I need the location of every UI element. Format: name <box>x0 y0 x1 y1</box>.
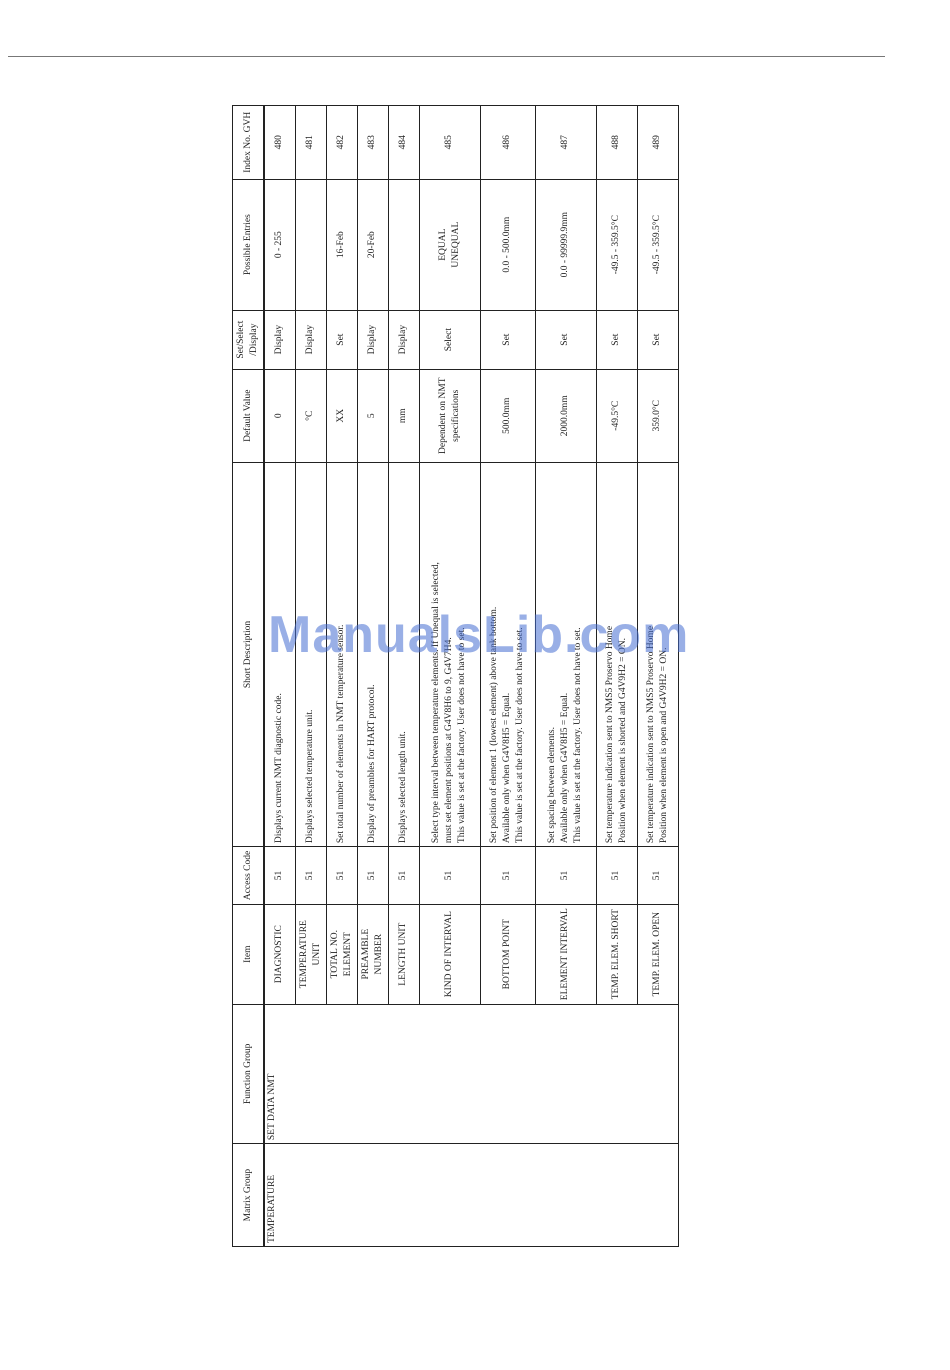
description-line: Display of preambles for HART protocol. <box>367 684 378 844</box>
default-value-cell: 359.0°C <box>637 369 678 462</box>
set-select-display-cell: Set <box>637 310 678 369</box>
description-line: Set total number of elements in NMT temperature sensor. <box>336 624 347 844</box>
description-line: Set spacing between elements. <box>547 727 558 844</box>
set-select-display-cell: Set <box>596 310 637 369</box>
description-cell <box>326 462 357 846</box>
access-code-cell: 51 <box>357 847 388 905</box>
description-line: This value is set at the factory. User does not have to set. <box>456 627 467 844</box>
description-line: Displays current NMT diagnostic code. <box>274 693 285 844</box>
header-set-select-display: Set/Select /Display <box>233 310 265 369</box>
set-select-display-cell: Set <box>326 310 357 369</box>
index-no-cell: 480 <box>264 106 295 180</box>
item-cell: KIND OF INTERVAL <box>419 904 480 1004</box>
default-value-cell: Dependent on NMT specifications <box>419 369 480 462</box>
index-no-cell: 481 <box>295 106 326 180</box>
default-value-cell: 5 <box>357 369 388 462</box>
set-select-display-cell: Display <box>357 310 388 369</box>
set-select-display-cell: Set <box>480 310 535 369</box>
watermark-logo: ManualsLib.com <box>268 606 690 664</box>
header-access-code: Access Code <box>233 847 265 905</box>
table-body <box>264 106 678 1247</box>
default-value-cell: XX <box>326 369 357 462</box>
header-function-group: Function Group <box>233 1004 265 1144</box>
possible-entries-cell <box>264 179 295 310</box>
set-select-display-cell: Set <box>535 310 596 369</box>
rotated-table-area <box>232 105 678 1247</box>
default-value-cell: 500.0mm <box>480 369 535 462</box>
access-code-cell: 51 <box>535 847 596 905</box>
header-default-value: Default Value <box>233 369 265 462</box>
description-cell <box>637 462 678 846</box>
access-code-cell: 51 <box>637 847 678 905</box>
index-no-cell: 484 <box>388 106 419 180</box>
default-value-cell: 2000.0mm <box>535 369 596 462</box>
description-line: Available only when G4V8H5 = Equal. <box>502 692 513 844</box>
header-short-description: Short Description <box>233 462 265 846</box>
index-no-cell: 488 <box>596 106 637 180</box>
header-matrix-group: Matrix Group <box>233 1144 265 1247</box>
possible-entry: 20-Feb <box>367 231 378 259</box>
description-line: Displays selected temperature unit. <box>305 709 316 844</box>
possible-entries-cell <box>480 179 535 310</box>
function-group-cell: SET DATA NMT <box>264 1004 678 1144</box>
description-line: Set temperature indication sent to NMS5 Proservo Home <box>645 625 656 844</box>
item-cell: TOTAL NO. ELEMENT <box>326 904 357 1004</box>
item-cell: LENGTH UNIT <box>388 904 419 1004</box>
possible-entries-cell <box>357 179 388 310</box>
item-cell: TEMP. ELEM. SHORT <box>596 904 637 1004</box>
access-code-cell: 51 <box>480 847 535 905</box>
index-no-cell: 486 <box>480 106 535 180</box>
access-code-cell: 51 <box>419 847 480 905</box>
default-value-cell: °C <box>295 369 326 462</box>
table-header-row <box>233 106 265 1247</box>
description-cell <box>295 462 326 846</box>
description-line: This value is set at the factory. User does not have to set. <box>514 627 525 844</box>
access-code-cell: 51 <box>388 847 419 905</box>
parameter-table <box>232 105 679 1247</box>
description-cell <box>419 462 480 846</box>
rotated-page <box>232 105 678 1247</box>
possible-entry: EQUAL <box>437 228 448 261</box>
default-value-cell: mm <box>388 369 419 462</box>
description-cell <box>264 462 295 846</box>
item-cell: DIAGNOSTIC <box>264 904 295 1004</box>
description-line: Position when element is open and G4V9H2 = ON. <box>658 647 669 844</box>
description-line: must set element positions at G4V8H6 to 9, G4V7H4. <box>444 637 455 844</box>
item-cell: BOTTOM POINT <box>480 904 535 1004</box>
description-line: Displays selected length unit. <box>398 731 409 844</box>
possible-entries-cell <box>637 179 678 310</box>
item-cell: TEMP. ELEM. OPEN <box>637 904 678 1004</box>
default-value-cell: 0 <box>264 369 295 462</box>
index-no-cell: 483 <box>357 106 388 180</box>
possible-entries-cell <box>596 179 637 310</box>
description-line: Select type interval between temperature elements. If Unequal is selected, <box>431 562 442 844</box>
possible-entry: 0 - 255 <box>274 231 285 259</box>
possible-entries-cell <box>295 179 326 310</box>
possible-entry: -49.5 - 359.5°C <box>611 215 622 275</box>
description-line: Set position of element 1 (lowest element) above tank bottom. <box>489 606 500 844</box>
description-cell <box>357 462 388 846</box>
possible-entry: 16-Feb <box>336 231 347 259</box>
description-cell <box>596 462 637 846</box>
set-select-display-cell: Select <box>419 310 480 369</box>
description-line: This value is set at the factory. User does not have to set. <box>572 627 583 844</box>
default-value-cell: -49.5°C <box>596 369 637 462</box>
index-no-cell: 485 <box>419 106 480 180</box>
index-no-cell: 489 <box>637 106 678 180</box>
possible-entry: UNEQUAL <box>450 221 461 268</box>
description-line: Position when element is shorted and G4V9H2 = ON. <box>617 638 628 844</box>
header-index-no: Index No. GVH <box>233 106 265 180</box>
page-top-rule <box>8 56 885 57</box>
possible-entry: 0.0 - 500.0mm <box>502 216 513 273</box>
possible-entries-cell <box>419 179 480 310</box>
set-select-display-cell: Display <box>388 310 419 369</box>
set-select-display-cell: Display <box>264 310 295 369</box>
item-cell: PREAMBLE NUMBER <box>357 904 388 1004</box>
access-code-cell: 51 <box>264 847 295 905</box>
possible-entries-cell <box>326 179 357 310</box>
item-cell: TEMPERATURE UNIT <box>295 904 326 1004</box>
possible-entries-cell <box>388 179 419 310</box>
description-cell <box>535 462 596 846</box>
possible-entry: 0.0 - 99999.9mm <box>560 211 571 278</box>
item-cell: ELEMENT INTERVAL <box>535 904 596 1004</box>
access-code-cell: 51 <box>326 847 357 905</box>
possible-entry: -49.5 - 359.5°C <box>652 215 663 275</box>
set-select-display-cell: Display <box>295 310 326 369</box>
index-no-cell: 487 <box>535 106 596 180</box>
possible-entries-cell <box>535 179 596 310</box>
index-no-cell: 482 <box>326 106 357 180</box>
table-row <box>264 106 295 1247</box>
description-line: Set temperature indication sent to NMS5 Proservo Home <box>604 625 615 844</box>
header-item: Item <box>233 904 265 1004</box>
description-cell <box>480 462 535 846</box>
description-cell <box>388 462 419 846</box>
header-possible-entries: Possible Entries <box>233 179 265 310</box>
access-code-cell: 51 <box>295 847 326 905</box>
matrix-group-cell: TEMPERATURE <box>264 1144 678 1247</box>
access-code-cell: 51 <box>596 847 637 905</box>
description-line: Available only when G4V8H5 = Equal. <box>560 692 571 844</box>
